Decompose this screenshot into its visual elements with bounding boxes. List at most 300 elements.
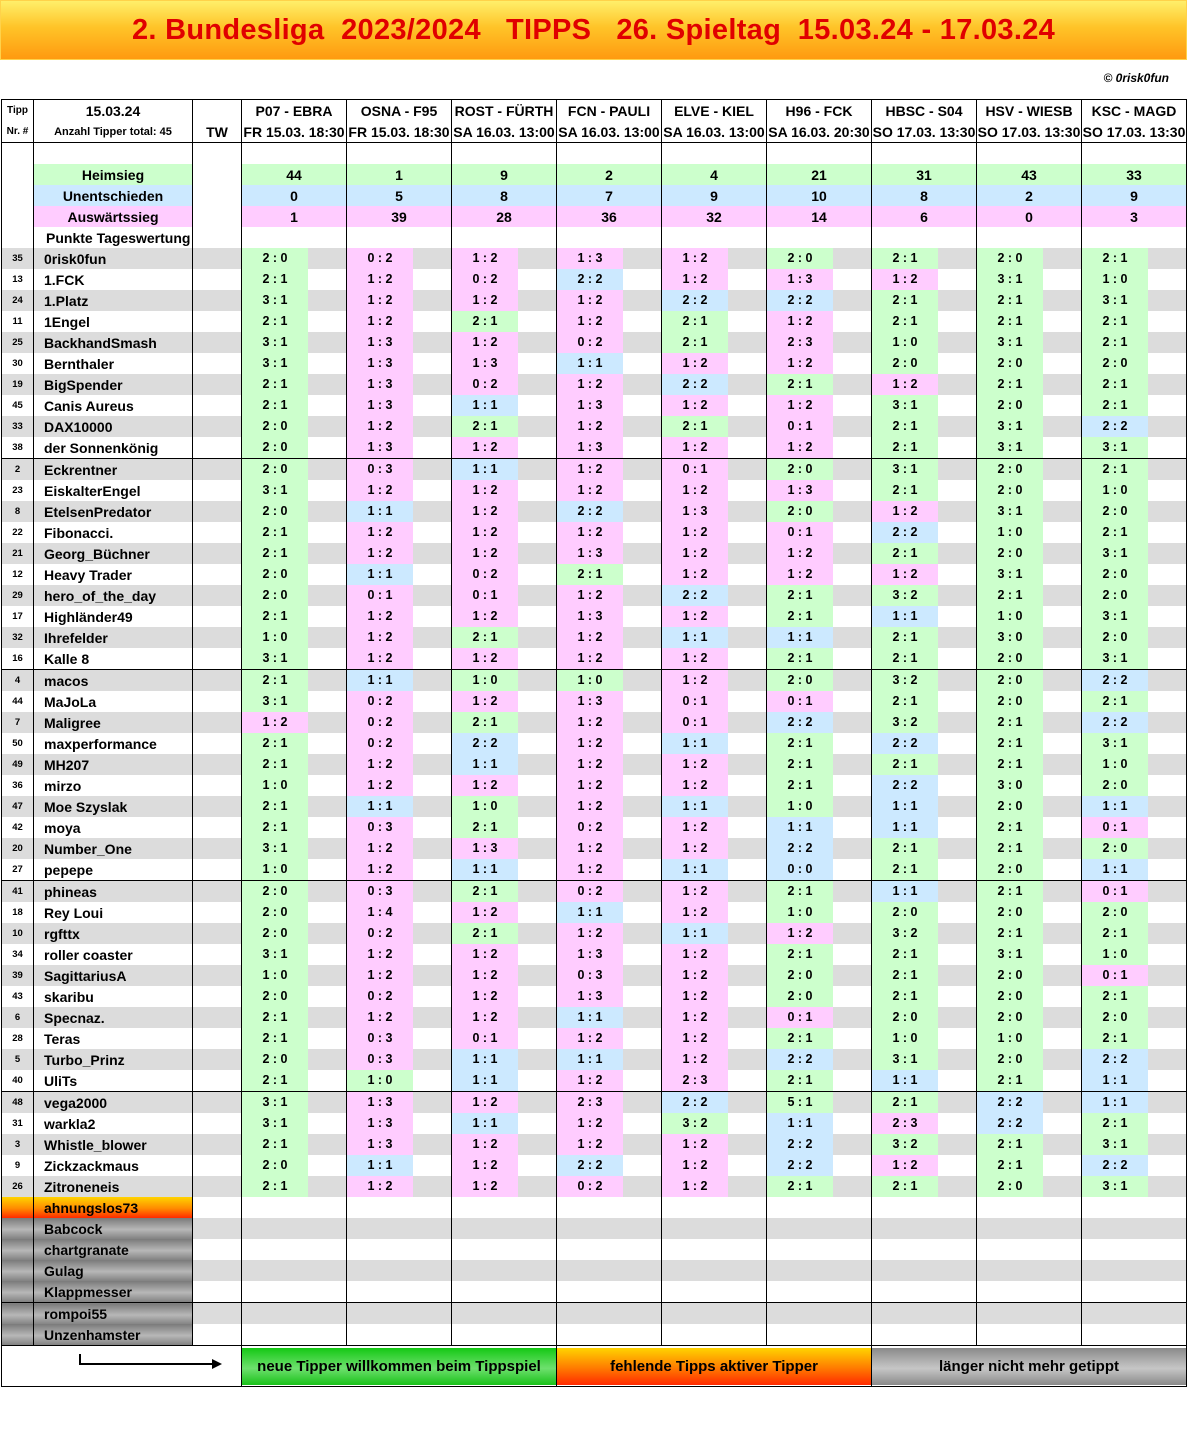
- player-row: [2, 416, 1187, 437]
- match-header-2: OSNA - F95: [347, 100, 452, 122]
- tip-cell: [872, 733, 977, 754]
- tip-cell: [767, 1155, 872, 1176]
- player-tw: [193, 1155, 242, 1176]
- tip-value: 2 : 0: [977, 1007, 1043, 1028]
- tip-cell: [242, 1007, 347, 1028]
- tip-value: 1 : 2: [767, 564, 833, 585]
- tip-value: 2 : 0: [242, 585, 308, 606]
- player-name: Georg_Büchner: [34, 543, 193, 564]
- tip-cell: [872, 1113, 977, 1134]
- stat-value: 4: [662, 164, 767, 185]
- tip-value: 3 : 1: [977, 564, 1043, 585]
- player-nr: 47: [2, 796, 34, 817]
- player-row: [2, 1281, 1187, 1303]
- tip-value: 3 : 1: [242, 648, 308, 669]
- player-name: MaJoLa: [34, 691, 193, 712]
- tip-value: 2 : 1: [452, 712, 518, 733]
- tip-cell: [242, 648, 347, 670]
- tip-cell: [242, 881, 347, 903]
- tip-value: 1 : 2: [452, 965, 518, 986]
- stat-tw: [193, 206, 242, 227]
- tip-value: 2 : 1: [977, 923, 1043, 944]
- tip-value: 1 : 3: [347, 1113, 413, 1134]
- tip-cell: [1082, 1070, 1187, 1092]
- tip-cell: [452, 1197, 557, 1218]
- tip-cell: [977, 1155, 1082, 1176]
- points-cell: [872, 227, 977, 248]
- tip-value: 1 : 2: [662, 965, 728, 986]
- player-tw: [193, 986, 242, 1007]
- tipp-label: Tipp: [2, 100, 34, 122]
- player-row: [2, 585, 1187, 606]
- player-name: Zitroneneis: [34, 1176, 193, 1197]
- stat-value: 32: [662, 206, 767, 227]
- tip-value: 1 : 2: [347, 627, 413, 648]
- tip-value: 3 : 1: [872, 459, 938, 480]
- player-name: Kalle 8: [34, 648, 193, 670]
- stat-value: 0: [977, 206, 1082, 227]
- player-row: [2, 859, 1187, 881]
- tip-cell: [452, 923, 557, 944]
- tip-cell: [452, 585, 557, 606]
- tip-value: 2 : 1: [242, 374, 308, 395]
- tip-cell: [242, 501, 347, 522]
- tip-cell: [347, 543, 452, 564]
- tip-value: 1 : 0: [767, 902, 833, 923]
- tip-cell: [452, 501, 557, 522]
- tip-value: 3 : 1: [1082, 648, 1148, 669]
- match-kickoff-2: FR 15.03. 18:30: [347, 121, 452, 143]
- tip-value: 1 : 3: [662, 501, 728, 522]
- tip-cell: [872, 459, 977, 481]
- tip-value: 2 : 1: [872, 691, 938, 712]
- tip-value: 3 : 1: [977, 416, 1043, 437]
- tip-value: 0 : 1: [767, 522, 833, 543]
- tip-value: 3 : 0: [977, 627, 1043, 648]
- player-tw: [193, 648, 242, 670]
- tip-cell: [347, 902, 452, 923]
- tip-cell: [242, 1113, 347, 1134]
- tip-value: 2 : 2: [767, 1134, 833, 1155]
- tip-value: 2 : 0: [977, 902, 1043, 923]
- tip-cell: [557, 437, 662, 459]
- tip-cell: [347, 564, 452, 585]
- tip-cell: [662, 712, 767, 733]
- tip-value: 1 : 2: [662, 522, 728, 543]
- tip-cell: [767, 353, 872, 374]
- tip-value: 3 : 1: [977, 437, 1043, 458]
- tip-cell: [662, 1028, 767, 1049]
- tip-value: 2 : 1: [242, 606, 308, 627]
- tip-cell: [1082, 459, 1187, 481]
- tip-cell: [977, 374, 1082, 395]
- tip-cell: [767, 1092, 872, 1114]
- tip-cell: [662, 564, 767, 585]
- tip-value: 1 : 2: [662, 1155, 728, 1176]
- tip-value: 2 : 1: [872, 859, 938, 880]
- stat-value: 43: [977, 164, 1082, 185]
- tip-value: 1 : 1: [452, 1049, 518, 1070]
- tip-cell: [452, 1260, 557, 1281]
- tip-cell: [557, 796, 662, 817]
- player-row: [2, 965, 1187, 986]
- tip-value: 1 : 2: [557, 416, 623, 437]
- tip-cell: [347, 374, 452, 395]
- tip-cell: [1082, 691, 1187, 712]
- tip-cell: [662, 290, 767, 311]
- tip-value: 2 : 1: [872, 648, 938, 669]
- tip-cell: [557, 501, 662, 522]
- tip-cell: [872, 353, 977, 374]
- tip-value: 1 : 1: [452, 754, 518, 775]
- player-name: moya: [34, 817, 193, 838]
- player-row: [2, 564, 1187, 585]
- tip-cell: [977, 543, 1082, 564]
- player-tw: [193, 1092, 242, 1114]
- player-nr: 32: [2, 627, 34, 648]
- tip-value: 2 : 0: [1082, 838, 1148, 859]
- tip-cell: [662, 1303, 767, 1325]
- tip-value: 2 : 1: [977, 712, 1043, 733]
- tip-cell: [662, 1007, 767, 1028]
- tip-value: 2 : 1: [662, 416, 728, 437]
- tip-value: 2 : 1: [977, 1134, 1043, 1155]
- tip-cell: [1082, 1028, 1187, 1049]
- tip-cell: [557, 648, 662, 670]
- tip-cell: [872, 1260, 977, 1281]
- tip-cell: [662, 627, 767, 648]
- tip-cell: [452, 733, 557, 754]
- tip-value: 2 : 1: [977, 1155, 1043, 1176]
- tip-value: 2 : 1: [452, 923, 518, 944]
- tip-cell: [242, 248, 347, 269]
- tip-value: 1 : 3: [557, 944, 623, 965]
- tw-label: TW: [193, 121, 242, 143]
- tip-cell: [977, 1092, 1082, 1114]
- tip-value: 1 : 2: [767, 311, 833, 332]
- tip-value: 2 : 0: [767, 965, 833, 986]
- tip-cell: [872, 712, 977, 733]
- tip-cell: [557, 374, 662, 395]
- stat-value: 21: [767, 164, 872, 185]
- tip-cell: [452, 606, 557, 627]
- match-kickoff-5: SA 16.03. 13:00: [662, 121, 767, 143]
- player-row: [2, 1176, 1187, 1197]
- tip-cell: [1082, 838, 1187, 859]
- tip-value: 1 : 2: [557, 1113, 623, 1134]
- tip-value: 1 : 1: [872, 796, 938, 817]
- stat-value: 9: [1082, 185, 1187, 206]
- header-row-teams: [2, 100, 1187, 122]
- player-row: [2, 1070, 1187, 1092]
- tip-cell: [767, 522, 872, 543]
- tip-value: 1 : 2: [662, 1134, 728, 1155]
- player-tw: [193, 1049, 242, 1070]
- tip-cell: [452, 1303, 557, 1325]
- player-name: Fibonacci.: [34, 522, 193, 543]
- tip-value: 1 : 2: [557, 522, 623, 543]
- tip-cell: [767, 965, 872, 986]
- player-row: [2, 1260, 1187, 1281]
- tip-value: 2 : 0: [242, 923, 308, 944]
- tip-cell: [767, 923, 872, 944]
- tip-cell: [662, 1176, 767, 1197]
- tip-cell: [347, 881, 452, 903]
- tip-value: 1 : 2: [662, 944, 728, 965]
- player-name: Rey Loui: [34, 902, 193, 923]
- tip-cell: [977, 585, 1082, 606]
- tip-cell: [347, 712, 452, 733]
- tip-value: 0 : 1: [767, 691, 833, 712]
- tip-value: 1 : 3: [767, 269, 833, 290]
- player-nr: 30: [2, 353, 34, 374]
- tip-cell: [662, 1155, 767, 1176]
- tip-cell: [872, 817, 977, 838]
- tip-value: 1 : 2: [767, 395, 833, 416]
- tip-value: 1 : 1: [347, 564, 413, 585]
- match-kickoff-3: SA 16.03. 13:00: [452, 121, 557, 143]
- tip-value: 1 : 1: [347, 796, 413, 817]
- tip-cell: [767, 691, 872, 712]
- tip-value: 1 : 2: [452, 902, 518, 923]
- tip-value: 3 : 0: [977, 775, 1043, 796]
- tip-cell: [1082, 606, 1187, 627]
- tip-value: 2 : 1: [872, 944, 938, 965]
- tip-cell: [557, 1324, 662, 1346]
- tip-value: 1 : 2: [452, 986, 518, 1007]
- tip-cell: [872, 606, 977, 627]
- tip-cell: [977, 437, 1082, 459]
- tip-cell: [452, 648, 557, 670]
- player-name: 0risk0fun: [34, 248, 193, 269]
- player-row: [2, 374, 1187, 395]
- tip-cell: [977, 1324, 1082, 1346]
- player-tw: [193, 1197, 242, 1218]
- tip-value: 2 : 1: [767, 585, 833, 606]
- player-tw: [193, 416, 242, 437]
- stat-value: 28: [452, 206, 557, 227]
- tip-value: 1 : 2: [347, 290, 413, 311]
- player-nr: 2: [2, 459, 34, 481]
- tip-value: 2 : 0: [977, 353, 1043, 374]
- tip-value: 1 : 3: [347, 1092, 413, 1113]
- player-name: UliTs: [34, 1070, 193, 1092]
- player-nr: 7: [2, 712, 34, 733]
- tip-cell: [1082, 1049, 1187, 1070]
- tip-cell: [977, 1218, 1082, 1239]
- tip-value: 1 : 2: [452, 691, 518, 712]
- tip-cell: [1082, 1155, 1187, 1176]
- tip-cell: [1082, 881, 1187, 903]
- stat-value: 2: [557, 164, 662, 185]
- header-row-times: [2, 121, 1187, 143]
- tip-value: 2 : 1: [872, 838, 938, 859]
- tip-value: 0 : 1: [662, 712, 728, 733]
- stat-nr: [2, 185, 34, 206]
- tip-value: 1 : 1: [872, 817, 938, 838]
- points-nr: [2, 227, 34, 248]
- tip-value: 1 : 1: [557, 902, 623, 923]
- tip-value: 2 : 2: [872, 775, 938, 796]
- tip-cell: [242, 311, 347, 332]
- tip-value: 2 : 2: [662, 374, 728, 395]
- tip-cell: [767, 374, 872, 395]
- player-tw: [193, 796, 242, 817]
- tip-cell: [977, 1049, 1082, 1070]
- tip-value: 3 : 1: [872, 1049, 938, 1070]
- tip-value: 1 : 2: [452, 1176, 518, 1197]
- player-tw: [193, 269, 242, 290]
- tip-cell: [662, 522, 767, 543]
- player-nr: 25: [2, 332, 34, 353]
- tip-cell: [767, 1007, 872, 1028]
- tip-cell: [662, 480, 767, 501]
- tip-cell: [662, 374, 767, 395]
- tip-cell: [242, 733, 347, 754]
- tip-cell: [452, 670, 557, 692]
- tip-value: 2 : 1: [767, 1070, 833, 1091]
- player-row: [2, 902, 1187, 923]
- tip-value: 2 : 2: [1082, 1155, 1148, 1176]
- player-tw: [193, 480, 242, 501]
- tip-cell: [977, 648, 1082, 670]
- tip-value: 2 : 1: [977, 733, 1043, 754]
- tip-value: 1 : 2: [347, 648, 413, 669]
- tip-value: 2 : 0: [767, 986, 833, 1007]
- player-tw: [193, 585, 242, 606]
- stat-row: [2, 206, 1187, 227]
- tip-cell: [662, 648, 767, 670]
- tip-cell: [557, 923, 662, 944]
- nr-label: Nr. #: [2, 121, 34, 143]
- player-nr: 4: [2, 670, 34, 692]
- tip-cell: [1082, 965, 1187, 986]
- tip-cell: [347, 501, 452, 522]
- tip-value: 2 : 0: [1082, 902, 1148, 923]
- stat-value: 0: [242, 185, 347, 206]
- tip-value: 1 : 1: [557, 353, 623, 374]
- tip-value: 1 : 3: [347, 374, 413, 395]
- tip-cell: [1082, 754, 1187, 775]
- tip-cell: [452, 248, 557, 269]
- tip-value: 1 : 2: [347, 543, 413, 564]
- player-nr: 21: [2, 543, 34, 564]
- tip-cell: [767, 1218, 872, 1239]
- spacer-cell: [557, 143, 662, 165]
- tip-value: 1 : 1: [452, 395, 518, 416]
- stat-nr: [2, 164, 34, 185]
- tip-cell: [872, 290, 977, 311]
- tip-value: 1 : 1: [1082, 1070, 1148, 1091]
- tip-value: 1 : 2: [557, 838, 623, 859]
- tip-cell: [767, 332, 872, 353]
- tip-cell: [872, 332, 977, 353]
- tip-value: 2 : 2: [767, 1155, 833, 1176]
- tip-value: 1 : 0: [242, 965, 308, 986]
- tip-cell: [557, 1239, 662, 1260]
- page-banner: [0, 0, 1187, 60]
- tip-value: 2 : 1: [767, 1176, 833, 1197]
- tip-cell: [662, 606, 767, 627]
- tip-value: 2 : 2: [1082, 712, 1148, 733]
- tip-value: 1 : 2: [347, 1007, 413, 1028]
- tip-cell: [872, 311, 977, 332]
- player-name: 1.Platz: [34, 290, 193, 311]
- tip-value: 2 : 2: [977, 1113, 1043, 1134]
- tip-cell: [557, 1049, 662, 1070]
- tip-value: 1 : 2: [662, 1007, 728, 1028]
- tip-cell: [347, 1260, 452, 1281]
- tip-value: 0 : 3: [347, 1049, 413, 1070]
- tip-cell: [347, 395, 452, 416]
- tip-value: 2 : 1: [872, 1092, 938, 1113]
- tip-cell: [1082, 796, 1187, 817]
- arrow-right-icon: [2, 1346, 240, 1383]
- tip-value: 0 : 2: [452, 374, 518, 395]
- player-tw: [193, 691, 242, 712]
- player-nr: 16: [2, 648, 34, 670]
- tip-value: 2 : 0: [242, 416, 308, 437]
- tip-cell: [452, 374, 557, 395]
- tip-value: 1 : 2: [662, 670, 728, 691]
- tip-value: 2 : 2: [557, 269, 623, 290]
- tip-value: 2 : 0: [242, 248, 308, 269]
- tip-value: 1 : 2: [452, 522, 518, 543]
- tip-cell: [242, 859, 347, 881]
- tip-cell: [872, 1303, 977, 1325]
- tip-value: 2 : 1: [242, 1028, 308, 1049]
- tip-value: 2 : 1: [452, 881, 518, 902]
- tip-value: 1 : 1: [557, 1049, 623, 1070]
- tip-cell: [557, 606, 662, 627]
- match-kickoff-4: SA 16.03. 13:00: [557, 121, 662, 143]
- player-tw: [193, 459, 242, 481]
- page-title: 2. Bundesliga 2023/2024 TIPPS 26. Spieltag 15.03.24 - 17.03.24: [131, 13, 1056, 46]
- stat-tw: [193, 164, 242, 185]
- legend-inactive: [872, 1346, 1187, 1387]
- tip-cell: [872, 543, 977, 564]
- tip-value: 2 : 1: [1082, 923, 1148, 944]
- tip-cell: [347, 332, 452, 353]
- tip-value: 1 : 2: [557, 648, 623, 669]
- match-header-8: HSV - WIESB: [977, 100, 1082, 122]
- tip-cell: [767, 670, 872, 692]
- tip-value: 1 : 0: [1082, 269, 1148, 290]
- tip-cell: [242, 627, 347, 648]
- tip-value: 1 : 2: [557, 1134, 623, 1155]
- tip-cell: [977, 416, 1082, 437]
- tip-cell: [767, 838, 872, 859]
- points-row: [2, 227, 1187, 248]
- tip-value: 2 : 3: [662, 1070, 728, 1091]
- tip-value: 2 : 0: [767, 248, 833, 269]
- tip-value: 1 : 0: [977, 522, 1043, 543]
- tip-cell: [347, 1028, 452, 1049]
- tip-cell: [242, 944, 347, 965]
- tip-value: 1 : 2: [557, 796, 623, 817]
- player-tw: [193, 501, 242, 522]
- tip-cell: [1082, 817, 1187, 838]
- tip-cell: [1082, 1281, 1187, 1303]
- tip-cell: [977, 1303, 1082, 1325]
- tip-value: 1 : 3: [557, 606, 623, 627]
- tip-cell: [1082, 522, 1187, 543]
- tip-cell: [347, 627, 452, 648]
- tip-cell: [767, 1070, 872, 1092]
- stat-value: 2: [977, 185, 1082, 206]
- tip-value: 1 : 2: [662, 564, 728, 585]
- tip-value: 3 : 1: [872, 395, 938, 416]
